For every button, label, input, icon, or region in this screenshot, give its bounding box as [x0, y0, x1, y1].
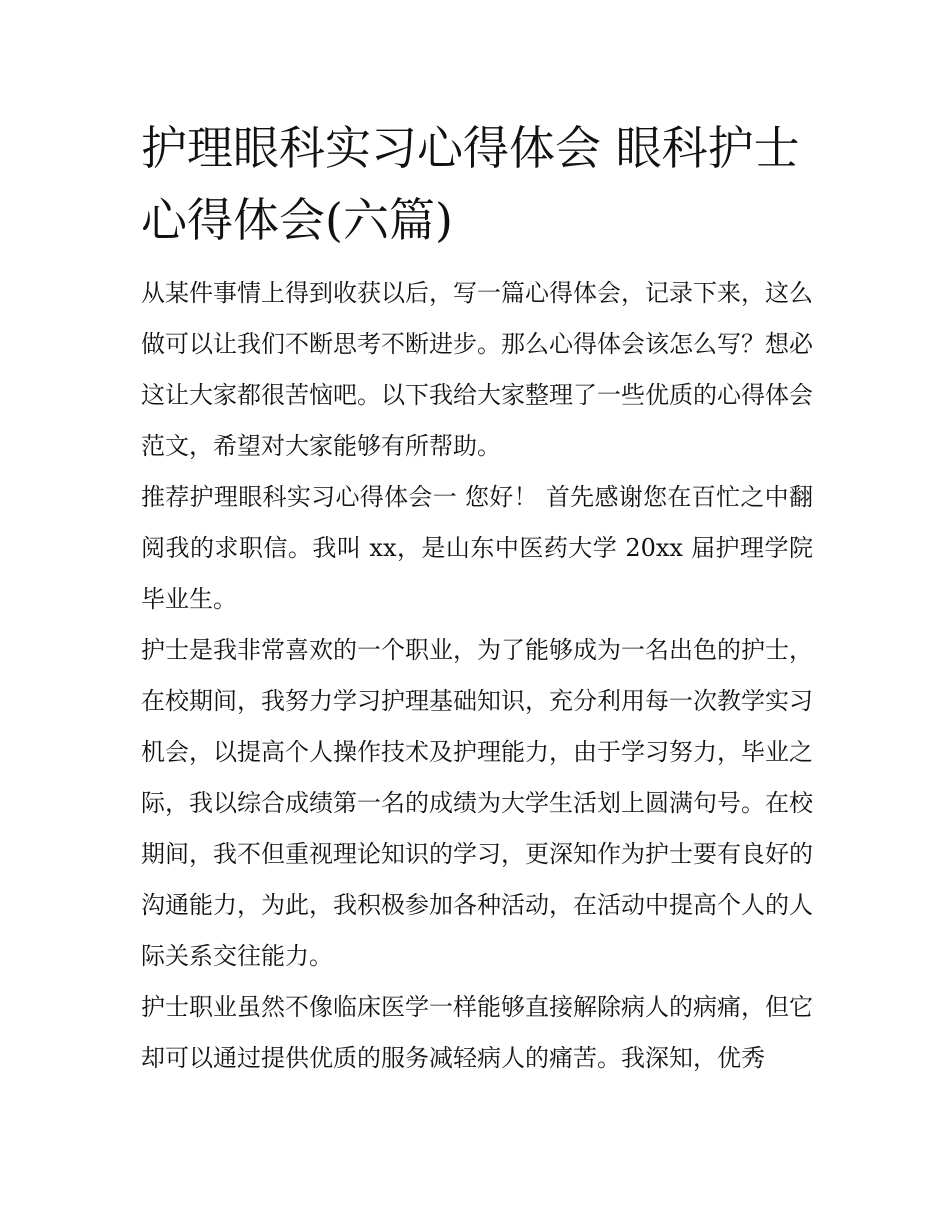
paragraph-greeting: 推荐护理眼科实习心得体会一 您好！ 首先感谢您在百忙之中翻阅我的求职信。我叫 xx，是山东中医药大学 20xx 届护理学院毕业生。 — [141, 483, 813, 613]
paragraph-career: 护士是我非常喜欢的一个职业，为了能够成为一名出色的护士，在校期间，我努力学习护理基础知识，充分利用每一次教学实习机会，以提高个人操作技术及护理能力，由于学习努力，毕业之际，我以综合成绩第一名的成绩为大学生活划上圆满句号。在校期间，我不但重视理论知识的学习，更深知作为护士要有良好的沟通能力，为此，我积极参加各种活动，在活动中提高个人的人际关系交往能力。 — [141, 636, 813, 970]
document-page — [141, 112, 813, 1084]
paragraph-intro: 从某件事情上得到收获以后，写一篇心得体会，记录下来，这么做可以让我们不断思考不断进步。那么心得体会该怎么写？想必这让大家都很苦恼吧。以下我给大家整理了一些优质的心得体会范文，希望对大家能够有所帮助。 — [141, 279, 813, 460]
paragraph-profession: 护士职业虽然不像临床医学一样能够直接解除病人的病痛，但它却可以通过提供优质的服务减轻病人的痛苦。我深知，优秀 — [141, 993, 813, 1072]
document-title: 护理眼科实习心得体会 眼科护士心得体会(六篇) — [141, 121, 800, 247]
